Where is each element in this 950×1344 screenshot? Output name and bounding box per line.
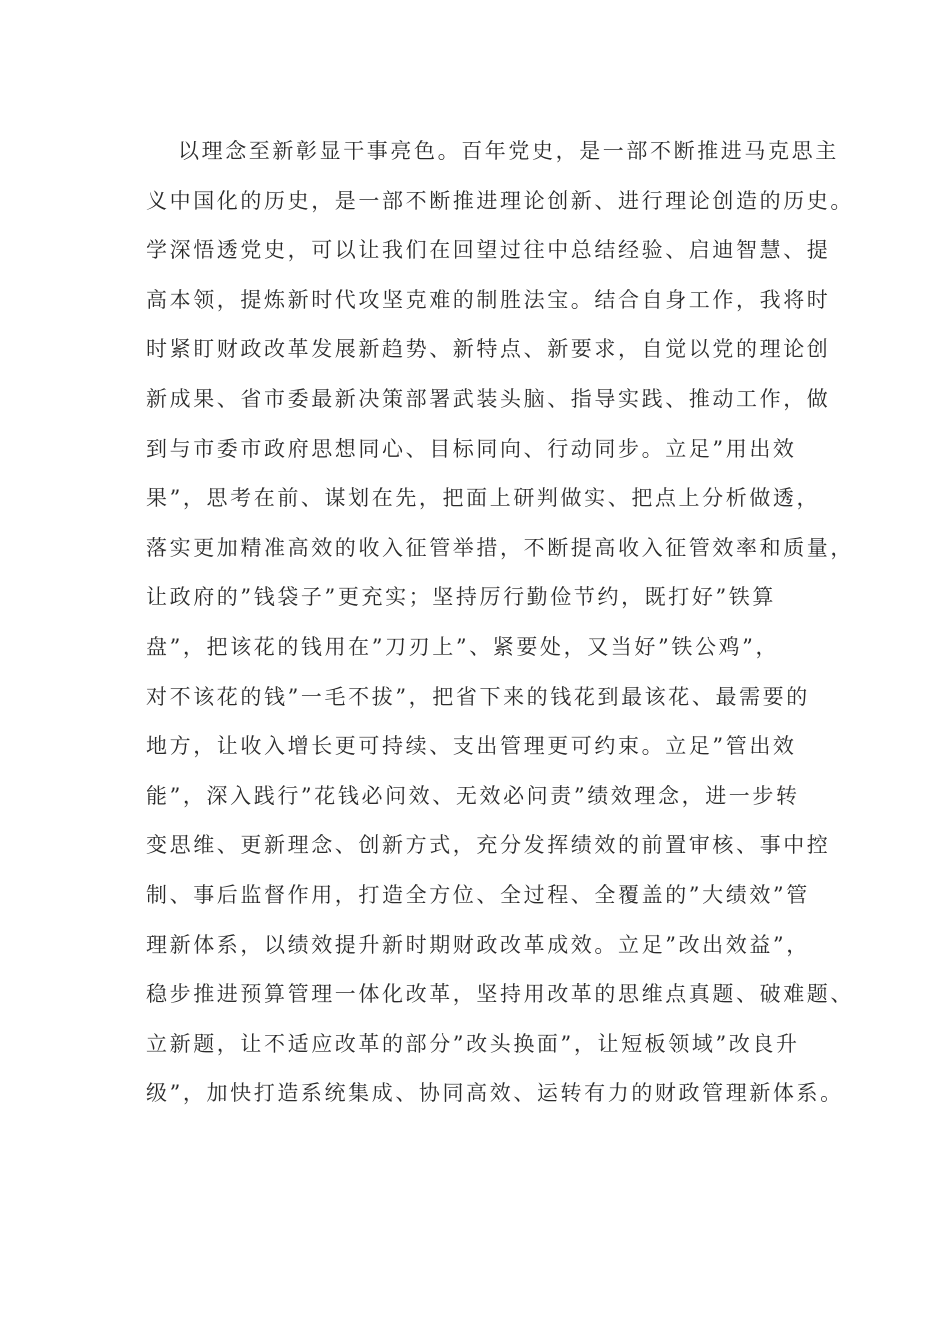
paragraph-line-18: 稳步推进预算管理一体化改革，坚持用改革的思维点真题、破难题、 — [146, 982, 854, 1007]
paragraph-line-2: 义中国化的历史，是一部不断推进理论创新、进行理论创造的历史。 — [146, 188, 854, 213]
paragraph-line-19: 立新题，让不适应改革的部分”改头换面”，让短板领域”改良升 — [146, 1031, 800, 1056]
paragraph-line-10: 让政府的”钱袋子”更充实；坚持厉行勤俭节约，既打好”铁算 — [146, 585, 777, 610]
paragraph-line-4: 高本领，提炼新时代攻坚克难的制胜法宝。结合自身工作，我将时 — [146, 287, 831, 312]
paragraph-line-16: 制、事后监督作用，打造全方位、全过程、全覆盖的”大绩效”管 — [146, 882, 810, 907]
paragraph-line-15: 变思维、更新理念、创新方式，充分发挥绩效的前置审核、事中控 — [146, 833, 831, 858]
paragraph-line-8: 果”，思考在前、谋划在先，把面上研判做实、把点上分析做透， — [146, 486, 821, 511]
paragraph-line-5: 时紧盯财政改革发展新趋势、新特点、新要求，自觉以党的理论创 — [146, 337, 831, 362]
paragraph-line-6: 新成果、省市委最新决策部署武装头脑、指导实践、推动工作，做 — [146, 386, 831, 411]
paragraph-line-17: 理新体系，以绩效提升新时期财政改革成效。立足”改出效益”， — [146, 932, 810, 957]
paragraph-line-9: 落实更加精准高效的收入征管举措，不断提高收入征管效率和质量， — [146, 535, 854, 560]
paragraph-line-13: 地方，让收入增长更可持续、支出管理更可约束。立足”管出效 — [146, 734, 797, 759]
paragraph-line-12: 对不该花的钱”一毛不拔”，把省下来的钱花到最该花、最需要的 — [146, 684, 810, 709]
paragraph-line-1: 以理念至新彰显干事亮色。百年党史，是一部不断推进马克思主 — [178, 139, 839, 163]
paragraph-line-20: 级”，加快打造系统集成、协同高效、运转有力的财政管理新体系。 — [146, 1081, 844, 1106]
paragraph-line-3: 学深悟透党史，可以让我们在回望过往中总结经验、启迪智慧、提 — [146, 238, 831, 263]
paragraph-line-14: 能”，深入践行”花钱必问效、无效必问责”绩效理念，进一步转 — [146, 783, 800, 808]
body-paragraph — [146, 127, 854, 1119]
paragraph-line-7: 到与市委市政府思想同心、目标同向、行动同步。立足”用出效 — [146, 436, 797, 461]
paragraph-line-11: 盘”，把该花的钱用在”刀刃上”、紧要处，又当好”铁公鸡”， — [146, 634, 780, 659]
